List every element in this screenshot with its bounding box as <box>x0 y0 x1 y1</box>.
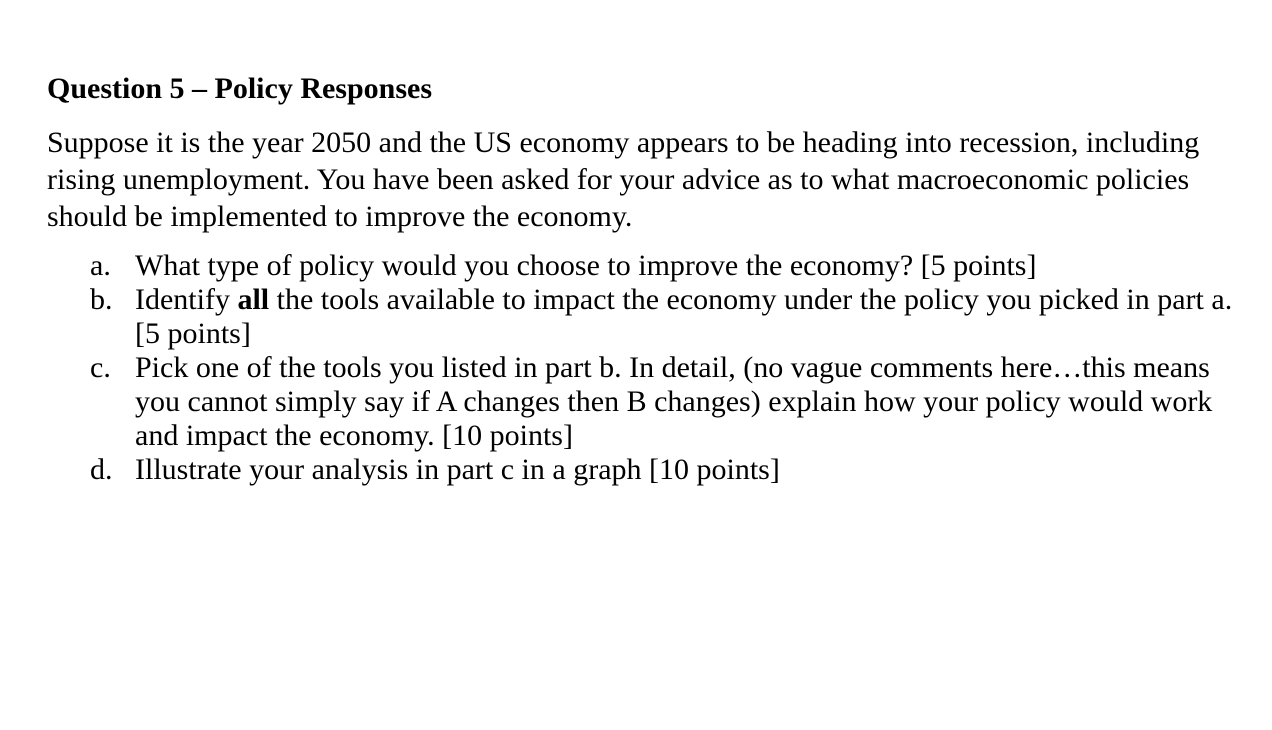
sub-question-marker: d. <box>90 453 113 486</box>
sub-question-marker: b. <box>90 283 113 316</box>
sub-question-marker: c. <box>90 351 111 384</box>
question-title: Question 5 – Policy Responses <box>47 72 433 105</box>
sub-question-d <box>47 453 1237 487</box>
sub-question-c <box>47 351 1237 453</box>
sub-question-list <box>47 249 1237 487</box>
sub-question-marker: a. <box>90 249 111 282</box>
sub-question-text: Illustrate your analysis in part c in a graph [10 points] <box>135 453 780 486</box>
sub-question-text: Pick one of the tools you listed in part b. In detail, (no vague comments here…this means you cannot simply say if A changes then B changes) explain how your policy would work and impact the economy. [10 points] <box>135 351 1213 452</box>
document-page <box>47 70 1237 487</box>
sub-question-text-end: the tools available to impact the economy under the policy you picked in part a. [5 points] <box>135 283 1233 350</box>
emphasis-text: all <box>237 283 270 316</box>
question-intro: Suppose it is the year 2050 and the US economy appears to be heading into recession, including rising unemployment. You have been asked for your advice as to what macroeconomic policies should be implemented to improve the economy. <box>47 126 1200 233</box>
sub-question-b <box>47 283 1237 351</box>
sub-question-a <box>47 249 1237 283</box>
sub-question-text: What type of policy would you choose to improve the economy? [5 points] <box>135 249 1037 282</box>
sub-question-text-start: Identify <box>135 283 238 316</box>
